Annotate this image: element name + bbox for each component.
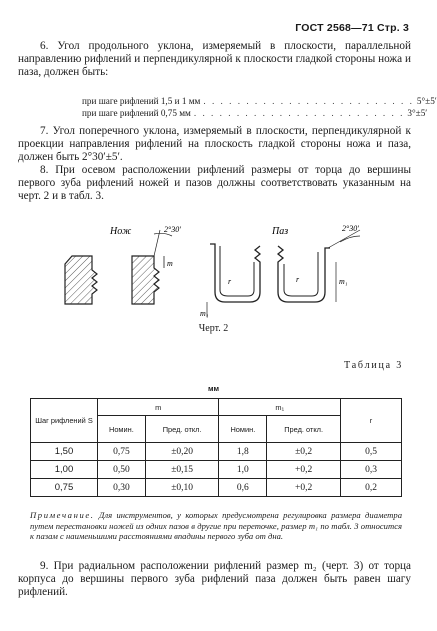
spec-row-value: 5°±5′ [416, 96, 437, 106]
cell-r: 0,3 [341, 461, 402, 479]
spec-row-value: 3°±5′ [407, 108, 428, 118]
angle-arc-right [340, 236, 360, 242]
cell-step: 1,50 [31, 443, 98, 461]
page-header [295, 22, 409, 34]
cell-m-nom: 0,50 [98, 461, 146, 479]
col-head-r: r [341, 399, 402, 443]
col-head-m1: m₁ [219, 399, 341, 416]
slot-profile-left-outer [210, 244, 260, 302]
paragraph-8: 8. При осевом расположении рифлений размеры от торца до вершины первого зуба рифлений ножей и пазов должны соответствовать указанным на черт. 2 и в табл. 3. [18, 164, 411, 203]
cell-m-nom: 0,30 [98, 479, 146, 497]
slot-profile-right-inner [284, 252, 318, 296]
cell-m1-nom: 1,8 [219, 443, 267, 461]
cell-m1-dev: +0,2 [267, 461, 341, 479]
paragraph-6: 6. Угол продольного уклона, измеряемый в плоскости, параллельной направлению рифлений и перпендикулярной к плоскости гладкой стороны ножа и паза, должен быть: [18, 40, 411, 79]
table-row [31, 479, 402, 497]
slot-profile-right-outer [278, 246, 330, 302]
cell-m-dev: ±0,10 [145, 479, 219, 497]
table-3 [30, 398, 402, 497]
spec-row-label: при шаге рифлений 0,75 мм [82, 108, 191, 118]
col-head-m-nom: Номин. [98, 416, 146, 443]
dim-r1-label: r [228, 277, 232, 286]
cell-step: 1,00 [31, 461, 98, 479]
col-head-m-dev: Пред. откл. [145, 416, 219, 443]
dim-r2-label: r [296, 275, 300, 284]
knife-section-left [65, 256, 97, 304]
dim-m-label: m [167, 259, 173, 268]
col-head-m1-nom: Номин. [219, 416, 267, 443]
drawing-2 [60, 222, 370, 322]
cell-m-nom: 0,75 [98, 443, 146, 461]
paragraph-9: 9. При радиальном расположении рифлений размер m₂ (черт. 3) от торца корпуса до вершины первого зуба рифлений паза должен быть равен шагу рифлений. [18, 560, 411, 599]
spec-row-label: при шаге рифлений 1,5 и 1 мм [82, 96, 201, 106]
cell-r: 0,2 [341, 479, 402, 497]
slot-profile-left-inner [220, 246, 254, 296]
cell-m-dev: ±0,15 [145, 461, 219, 479]
table-row [31, 461, 402, 479]
table-unit: мм [207, 384, 220, 393]
cell-r: 0,5 [341, 443, 402, 461]
table-row [31, 443, 402, 461]
table-note [30, 510, 402, 542]
cell-m1-nom: 0,6 [219, 479, 267, 497]
cell-step: 0,75 [31, 479, 98, 497]
col-head-m1-dev: Пред. откл. [267, 416, 341, 443]
dim-m1-left-label: m₁ [200, 309, 209, 318]
dim-m1-right-label: m₁ [339, 277, 348, 286]
col-head-m: m [98, 399, 219, 416]
cell-m1-nom: 1,0 [219, 461, 267, 479]
col-head-step: Шаг рифлений S [31, 399, 98, 443]
leader-dots: . . . . . . . . . . . . . . . . . . . . . . . . . [193, 108, 405, 118]
figure-caption: Черт. 2 [198, 323, 229, 334]
spec-row-2 [82, 108, 428, 118]
knife-section-right [132, 256, 159, 304]
cell-m-dev: ±0,20 [145, 443, 219, 461]
paragraph-7: 7. Угол поперечного уклона, измеряемый в плоскости, перпендикулярной к проекции направления рифлений на плоскость гладкой стороны ножа и паза, должен быть 2°30′±5′. [18, 125, 411, 164]
standard-number: ГОСТ 2568—71 [295, 22, 374, 34]
page-number: Стр. 3 [376, 22, 409, 34]
angle-left-label: 2°30′ [164, 225, 181, 234]
note-tag: Примечание. [30, 510, 95, 520]
knife-label: Нож [110, 226, 132, 237]
slot-label: Паз [272, 226, 289, 237]
cell-m1-dev: ±0,2 [267, 443, 341, 461]
spec-row-1 [82, 96, 437, 106]
table-title: Таблица 3 [344, 360, 403, 371]
leader-dots: . . . . . . . . . . . . . . . . . . . . . . . . . [203, 96, 414, 106]
cell-m1-dev: +0,2 [267, 479, 341, 497]
angle-right-label: 2°30′ [342, 224, 359, 233]
note-text: Для инструментов, у которых предусмотрена регулировка размера диаметра путем перестановки ножей из одних пазов в другие при переточке, размер m₁ по табл. 3 относится к пазам с наименьшими расстояниями впадины первого зуба от дна. [30, 510, 402, 542]
